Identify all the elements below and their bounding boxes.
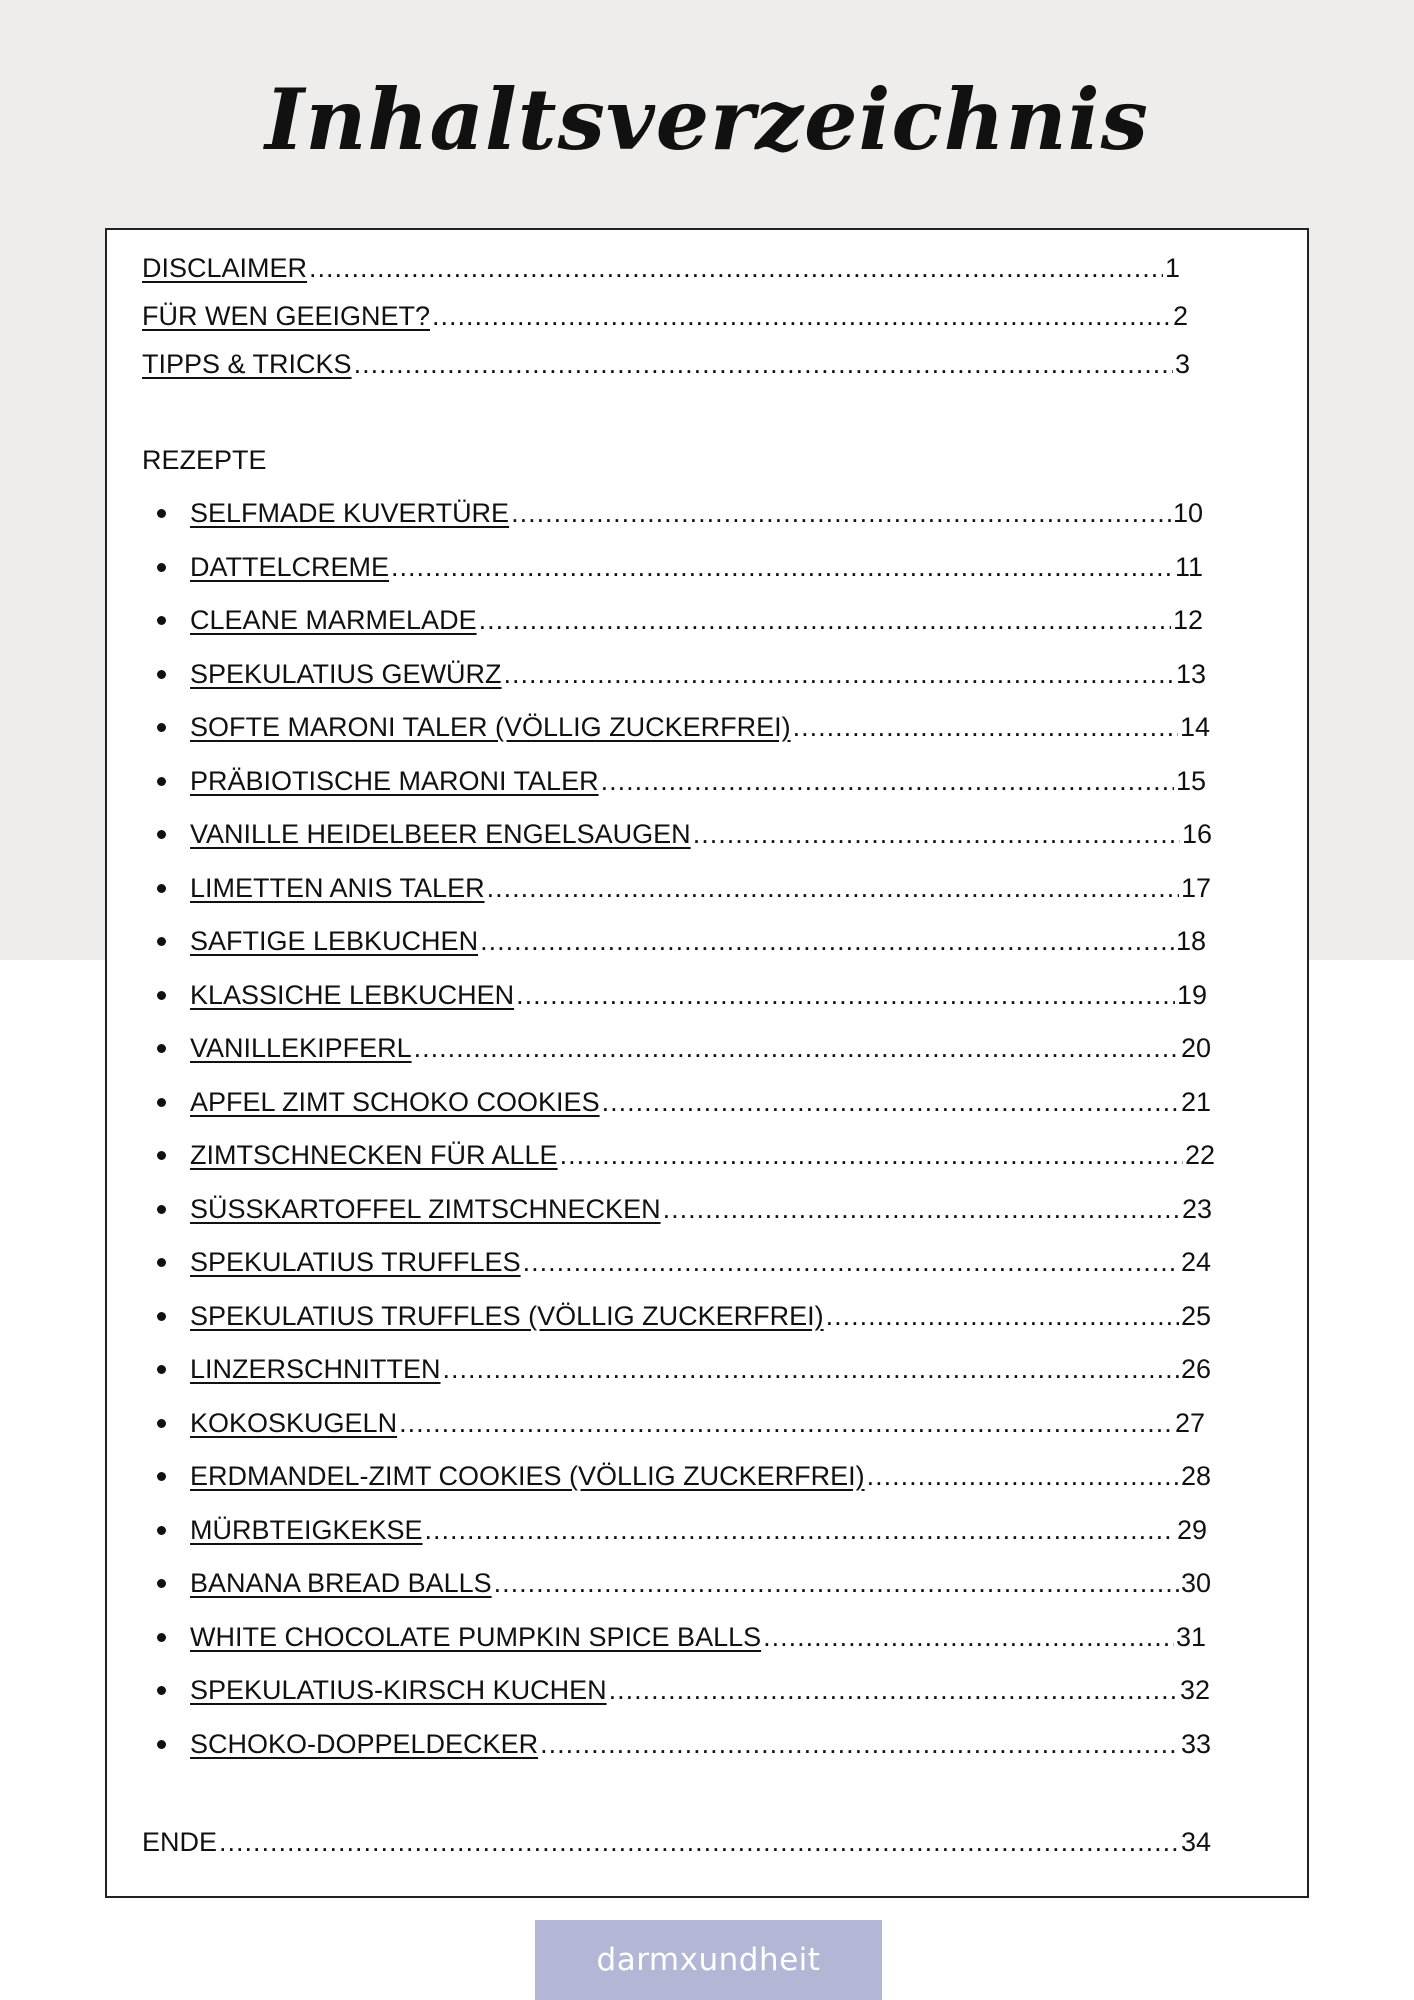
bullet: [157, 670, 166, 679]
page-number: 11: [1174, 552, 1203, 582]
bullet: [157, 1472, 166, 1481]
toc-entry-recipe[interactable]: [190, 657, 1206, 691]
toc-entry-recipe[interactable]: [190, 1085, 1211, 1119]
toc-link[interactable]: KLASSICHE LEBKUCHEN: [190, 980, 515, 1010]
page-number: 32: [1179, 1675, 1210, 1705]
dot-leader: [487, 871, 1179, 905]
toc-link[interactable]: SPEKULATIUS-KIRSCH KUCHEN: [190, 1675, 607, 1705]
dot-leader: [516, 978, 1175, 1012]
page-number: 22: [1184, 1140, 1215, 1170]
page-number: 14: [1179, 712, 1210, 742]
toc-entry-recipe[interactable]: [190, 603, 1203, 637]
toc-link[interactable]: VANILLE HEIDELBEER ENGELSAUGEN: [190, 819, 691, 849]
toc-link[interactable]: PRÄBIOTISCHE MARONI TALER: [190, 766, 599, 796]
toc-entry-recipe[interactable]: [190, 764, 1206, 798]
page-number: 10: [1172, 498, 1203, 528]
toc-entry-recipe[interactable]: [190, 496, 1203, 530]
toc-label: ENDE: [142, 1827, 218, 1857]
page-number: 18: [1175, 926, 1206, 956]
bullet: [157, 1205, 166, 1214]
toc-entry-recipe[interactable]: [190, 1513, 1207, 1547]
page-number: 27: [1174, 1408, 1205, 1438]
section-heading-rezepte: REZEPTE: [142, 445, 267, 475]
dot-leader: [602, 1085, 1179, 1119]
dot-leader: [523, 1245, 1179, 1279]
toc-link[interactable]: DATTELCREME: [190, 552, 390, 582]
dot-leader: [663, 1192, 1180, 1226]
bullet: [157, 1633, 166, 1642]
dot-leader: [511, 496, 1171, 530]
page-number: 29: [1176, 1515, 1207, 1545]
toc-link[interactable]: SÜSSKARTOFFEL ZIMTSCHNECKEN: [190, 1194, 661, 1224]
page-number: 25: [1180, 1301, 1211, 1331]
dot-leader: [601, 764, 1174, 798]
toc-link[interactable]: SPEKULATIUS GEWÜRZ: [190, 659, 502, 689]
bullet: [157, 1044, 166, 1053]
toc-entry-recipe[interactable]: [190, 1727, 1211, 1761]
toc-entry-recipe[interactable]: [190, 1673, 1210, 1707]
dot-leader: [763, 1620, 1174, 1654]
toc-entry-recipe[interactable]: [190, 1192, 1212, 1226]
bullet: [157, 884, 166, 893]
toc-entry-recipe[interactable]: [190, 1459, 1211, 1493]
toc-entry-recipe[interactable]: [190, 1620, 1206, 1654]
dot-leader: [693, 817, 1180, 851]
toc-link[interactable]: SAFTIGE LEBKUCHEN: [190, 926, 479, 956]
bullet: [157, 777, 166, 786]
dot-leader: [391, 550, 1173, 584]
bullet: [157, 1312, 166, 1321]
page-number: 12: [1172, 605, 1203, 635]
bullet: [157, 1579, 166, 1588]
toc-entry-recipe[interactable]: [190, 1245, 1211, 1279]
brand-footer: darmxundheit: [535, 1920, 882, 2000]
dot-leader: [504, 657, 1174, 691]
page-number: 13: [1175, 659, 1206, 689]
bullet: [157, 1098, 166, 1107]
toc-link[interactable]: FÜR WEN GEEIGNET?: [142, 301, 431, 331]
page-number: 30: [1180, 1568, 1211, 1598]
toc-entry-recipe[interactable]: [190, 1406, 1205, 1440]
toc-link[interactable]: KOKOSKUGELN: [190, 1408, 398, 1438]
page-number: 33: [1180, 1729, 1211, 1759]
page-number: 31: [1175, 1622, 1206, 1652]
dot-leader: [540, 1727, 1179, 1761]
page-number: 2: [1172, 301, 1188, 331]
bullet: [157, 509, 166, 518]
bullet: [157, 1365, 166, 1374]
dot-leader: [414, 1031, 1179, 1065]
toc-entry-recipe[interactable]: [190, 924, 1206, 958]
toc-entry-recipe[interactable]: [190, 710, 1210, 744]
toc-link[interactable]: MÜRBTEIGKEKSE: [190, 1515, 423, 1545]
page-number: 20: [1180, 1033, 1211, 1063]
toc-entry-tipps[interactable]: [142, 347, 1190, 381]
page-number: 24: [1180, 1247, 1211, 1277]
toc-entry-recipe[interactable]: [190, 978, 1207, 1012]
page-number: 15: [1175, 766, 1206, 796]
dot-leader: [425, 1513, 1175, 1547]
dot-leader: [354, 347, 1173, 381]
toc-entry-recipe[interactable]: [190, 1352, 1211, 1386]
dot-leader: [494, 1566, 1179, 1600]
dot-leader: [399, 1406, 1173, 1440]
page-title: Inhaltsverzeichnis: [265, 70, 1149, 169]
dot-leader: [867, 1459, 1179, 1493]
bullet: [157, 616, 166, 625]
page-number: 3: [1174, 349, 1190, 379]
toc-link[interactable]: VANILLEKIPFERL: [190, 1033, 412, 1063]
toc-link[interactable]: WHITE CHOCOLATE PUMPKIN SPICE BALLS: [190, 1622, 762, 1652]
bullet: [157, 937, 166, 946]
toc-link[interactable]: ZIMTSCHNECKEN FÜR ALLE: [190, 1140, 558, 1170]
toc-link[interactable]: DISCLAIMER: [142, 253, 308, 283]
bullet: [157, 723, 166, 732]
bullet: [157, 1151, 166, 1160]
toc-link[interactable]: CLEANE MARMELADE: [190, 605, 477, 635]
dot-leader: [443, 1352, 1179, 1386]
toc-entry-recipe[interactable]: [190, 550, 1203, 584]
toc-link[interactable]: APFEL ZIMT SCHOKO COOKIES: [190, 1087, 600, 1117]
dot-leader: [479, 603, 1171, 637]
toc-link[interactable]: ERDMANDEL-ZIMT COOKIES (VÖLLIG ZUCKERFREI): [190, 1461, 865, 1491]
dot-leader: [219, 1825, 1179, 1859]
bullet: [157, 1740, 166, 1749]
dot-leader: [826, 1299, 1179, 1333]
table-of-contents: [105, 228, 1309, 1898]
page-number: 34: [1180, 1827, 1211, 1857]
toc-link[interactable]: SOFTE MARONI TALER (VÖLLIG ZUCKERFREI): [190, 712, 791, 742]
bullet: [157, 991, 166, 1000]
toc-entry-fuer-wen[interactable]: [142, 299, 1188, 333]
dot-leader: [793, 710, 1178, 744]
toc-link[interactable]: LIMETTEN ANIS TALER: [190, 873, 485, 903]
page-number: 16: [1181, 819, 1212, 849]
toc-link[interactable]: BANANA BREAD BALLS: [190, 1568, 492, 1598]
toc-entry-disclaimer[interactable]: [142, 251, 1180, 285]
toc-entry-recipe[interactable]: [190, 1031, 1211, 1065]
toc-link[interactable]: TIPPS & TRICKS: [142, 349, 352, 379]
page-number: 1: [1164, 253, 1180, 283]
toc-entry-recipe[interactable]: [190, 1138, 1215, 1172]
dot-leader: [609, 1673, 1178, 1707]
dot-leader: [309, 251, 1163, 285]
toc-link[interactable]: SELFMADE KUVERTÜRE: [190, 498, 510, 528]
page-number: 21: [1180, 1087, 1211, 1117]
toc-entry-recipe[interactable]: [190, 817, 1212, 851]
page-number: 28: [1180, 1461, 1211, 1491]
bullet: [157, 1258, 166, 1267]
toc-link[interactable]: SPEKULATIUS TRUFFLES: [190, 1247, 521, 1277]
dot-leader: [560, 1138, 1183, 1172]
toc-link[interactable]: SPEKULATIUS TRUFFLES (VÖLLIG ZUCKERFREI): [190, 1301, 824, 1331]
toc-link[interactable]: LINZERSCHNITTEN: [190, 1354, 441, 1384]
dot-leader: [432, 299, 1171, 333]
toc-entry-ende: [142, 1825, 1211, 1859]
bullet: [157, 1526, 166, 1535]
bullet: [157, 1686, 166, 1695]
toc-entry-recipe[interactable]: [190, 1299, 1211, 1333]
bullet: [157, 830, 166, 839]
page-number: 17: [1180, 873, 1211, 903]
page-number: 23: [1181, 1194, 1212, 1224]
toc-entry-recipe[interactable]: [190, 871, 1211, 905]
bullet: [157, 1419, 166, 1428]
page-number: 19: [1176, 980, 1207, 1010]
toc-entry-recipe[interactable]: [190, 1566, 1211, 1600]
toc-link[interactable]: SCHOKO-DOPPELDECKER: [190, 1729, 539, 1759]
page-number: 26: [1180, 1354, 1211, 1384]
bullet: [157, 563, 166, 572]
dot-leader: [480, 924, 1174, 958]
